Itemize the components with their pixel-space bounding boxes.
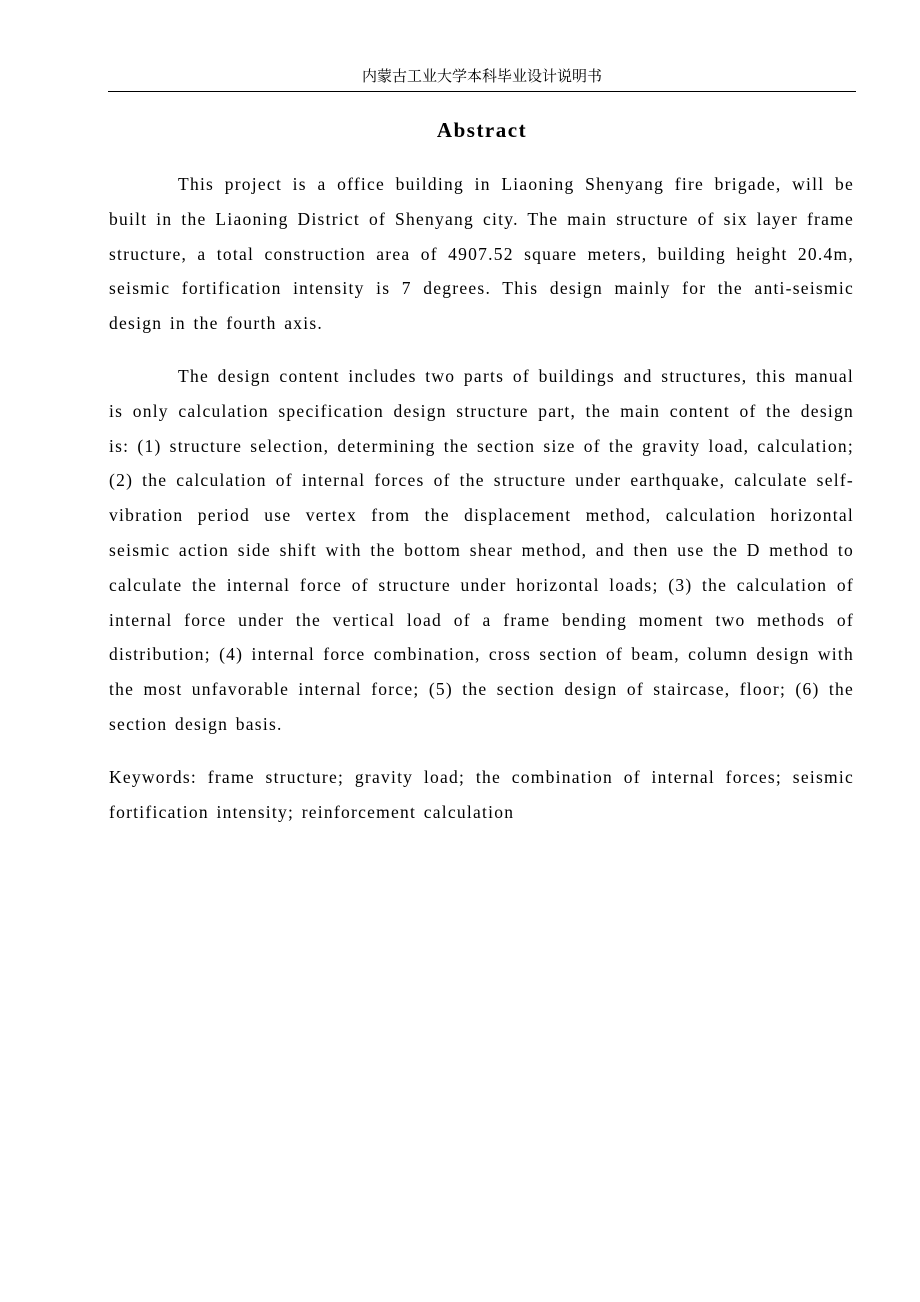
keywords-paragraph: Keywords: frame structure; gravity load; the combination of internal forces; seismic fortification intensity; reinforcement calculation — [109, 766, 854, 822]
abstract-title: Abstract — [436, 118, 528, 142]
abstract-paragraph-1: This project is a office building in Liaoning Shenyang fire brigade, will be built in the Liaoning District of Shenyang city. The main structure of six layer frame structure, a total construction area of 4907.52 square meters, building height 20.4m, seismic fortification intensity is 7 degrees. This design mainly for the anti-seismic design in the fourth axis. — [109, 174, 854, 334]
header-divider — [108, 91, 856, 92]
running-header: 内蒙古工业大学本科毕业设计说明书 — [361, 67, 602, 85]
abstract-paragraph-2: The design content includes two parts of buildings and structures, this manual is only calculation specification design structure part, the main content of the design is: (1) structure selection, determining the section size of the gravity load, calculation; (2) the calculation of internal forces of the structure under earthquake, calculate self-vibration period use vertex from the displacement method, calculation horizontal seismic action side shift with the bottom shear method, and then use the D method to calculate the internal force of structure under horizontal loads; (3) the calculation of internal force under the vertical load of a frame bending moment two methods of distribution; (4) internal force combination, cross section of beam, column design with the most unfavorable internal force; (5) the section design of staircase, floor; (6) the section design basis. — [109, 365, 854, 734]
abstract-body — [109, 167, 854, 847]
